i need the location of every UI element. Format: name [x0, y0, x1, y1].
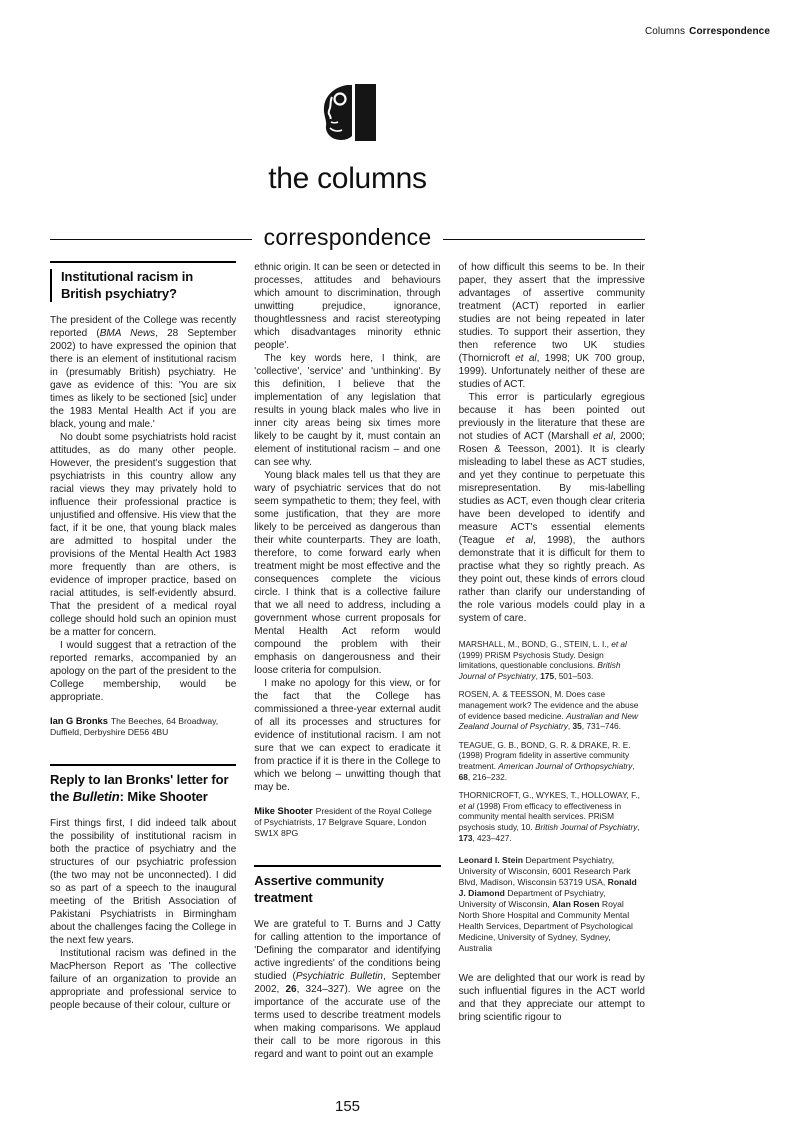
masthead-title: the columns [268, 162, 427, 195]
reference-list [459, 639, 645, 843]
rule-right [443, 239, 645, 240]
letter3-title-block [254, 865, 440, 906]
letter1-title: Institutional racism in British psychiatry? [50, 269, 212, 302]
letter1-signature [50, 716, 236, 738]
letter2-signature [254, 806, 440, 839]
paragraph: of how difficult this seems to be. In their paper, they assert that the impressive advantages of assertive community treatment (ACT) reported in earlier studies are not being repeated in later studies. To support their assertion, they then reference two UK studies (Thornicroft et al, 1998; UK 700 group, 1999). Unfortunately neither of these are studies of ACT. [458, 262, 645, 390]
running-head-section: Columns [644, 26, 686, 37]
column-3 [459, 261, 645, 1024]
signature-name: Mike Shooter [254, 806, 313, 816]
running-head [645, 26, 770, 37]
paragraph: The key words here, I think, are 'collective', 'service' and 'unthinking'. By this definition, I believe that the implementation of any legislation that results in young black males who live in inner city areas being six times more likely to be caught by it, must contain an element of institutional racism – and one can see why. [254, 353, 441, 468]
paragraph: No doubt some psychiatrists hold racist attitudes, as do many other people. However, the president's suggestion that psychiatrists in this country allow any racial views they may privately hold to influence their professional practice is unjustified and offensive. His view that the fact, if it be one, that young black males are admitted to hospital under the provisions of the Mental Health Act 1983 more frequently than are others, is evidence of improper practice, based on racial attitudes, is self-evidently absurd. That the president of a medical royal college should hold such an opinion must be a matter for concern. [50, 432, 237, 638]
page-number: 155 [334, 1098, 361, 1115]
paragraph: I make no apology for this view, or for the fact that the College has commissioned a three-year external audit of all its processes and structures for evidence of institutional racism. I am not sure that we can expect to eradicate it from practice if it is there in the College to which we belong – unwitting though that may be. [254, 678, 441, 793]
reference-item: TEAGUE, G. B., BOND, G. R. & DRAKE, R. E. (1998) Program fidelity in assertive community treatment. American Journal of Orthopsychiatry, 68, 216–232. [458, 739, 635, 782]
column-2 [254, 261, 440, 1061]
paragraph: I would suggest that a retraction of the reported remarks, accompanied by an apology on the part of the president to the College membership, would be appropriate. [50, 640, 237, 703]
paragraph: First things first, I did indeed talk about the possibility of institutional racism in both the practice of psychiatry and the structures of our psychiatric profession (the two may not be unconnected). I did so as part of a speech to the inaugural meeting of the British Association of Pakistani Psychiatrists in Birmingham about the challenges facing the College in the next few years. [50, 818, 237, 946]
letter2-title-block [50, 764, 236, 805]
paragraph: We are grateful to T. Burns and J Catty for calling attention to the importance of 'Defining the comparator and identifying active ingredients' of the conditions being studied (Psychiatric Bulletin, September 2002, 26, 324–327). We agree on the importance of the accurate use of the terms used to describe treatment models when making comparisons. We applaud their call to be more rigorous in this regard and want to point out an example [254, 919, 441, 1060]
rule-left [50, 239, 252, 240]
paragraph: We are delighted that our work is read by such influential figures in the ACT world and that they appreciate our attempt to bring scientific rigour to [458, 973, 645, 1024]
masthead [50, 84, 645, 196]
reference-item: ROSEN, A. & TEESSON, M. Does case management work? The evidence and the abuse of evidence based medicine. Australian and New Zealand Journal of Psychiatry, 35, 731–746. [458, 689, 639, 732]
paragraph: This error is particularly egregious because it has been pointed out previously in the literature that these are not studies of ACT (Marshall et al, 2000; Rosen & Teesson, 2001). It is clearly misleading to label these as ACT studies, and yet they continue to perpetuate this misrepresentation. By mis-labelling studies as ACT, even though clear criteria have been developed to identify and measure ACT's essential elements (Teague et al, 1998), the authors demonstrate that it is difficult for them to practise what they so rightly preach. As they point out, these kinds of errors cloud rather than clarify our understanding of the role various models could play in a system of care. [458, 392, 645, 624]
letter2-title: Reply to Ian Bronks' letter for the Bulletin: Mike Shooter [50, 772, 229, 804]
letter3-signatures: Leonard I. Stein Department Psychiatry, University of Wisconsin, 6001 Research Park Blvd, Madison, Wisconsin 53719 USA, Ronald J. Diamond Department of Psychiatry, University of Wisconsin, Alan Rosen Royal North Shore Hospital and Community Mental Health Services, Department of Psychological Medicine, University of Sydney, Sydney, Australia [458, 855, 637, 954]
paragraph: The president of the College was recently reported (BMA News, 28 September 2002) to have expressed the opinion that there is an element of institutional racism in (presumably British) psychiatry. He gave as evidence of this: 'You are six times as likely to be sectioned [sic] under the 1983 Mental Health Act if you are black, young and male.' [50, 315, 237, 430]
signature-details: President of the Royal College of Psychiatrists, 17 Belgrave Square, London SW1X 8PG [254, 806, 432, 838]
letter3-title: Assertive community treatment [254, 873, 384, 905]
running-head-label: Correspondence [689, 26, 770, 37]
paragraph: Institutional racism was defined in the MacPherson Report as 'The collective failure of an organization to provide an appropriate and professional service to people because of their colour, culture or [50, 948, 237, 1011]
signature-name: Ian G Bronks [50, 716, 108, 726]
reference-item: THORNICROFT, G., WYKES, T., HOLLOWAY, F., et al (1998) From efficacy to effectiveness in community mental health services. PRiSM psychosis study, 10. British Journal of Psychiatry, 173, 423–427. [458, 790, 640, 843]
signature-details: The Beeches, 64 Broadway, Duffield, Derbyshire DE56 4BU [50, 716, 219, 737]
column-1 [50, 261, 236, 1012]
columns-logo-icon [320, 84, 376, 141]
reference-item: MARSHALL, M., BOND, G., STEIN, L. I., et al (1999) PRiSM Psychosis Study. Design limitations, questionable conclusions. British Journal of Psychiatry, 175, 501–503. [458, 639, 627, 681]
letter1-title-block [50, 261, 236, 302]
section-banner [50, 222, 645, 252]
paragraph: Young black males tell us that they are wary of psychiatric services that do not seem sympathetic to them; they feel, with some justification, that they are more likely to be perceived as dangerous than their white counterparts. They are loath, therefore, to come forward early when treatment might be most effective and the consequences complete the vicious circle. I think that is a collective failure that we all need to address, including a government whose current proposals for Mental Health Act reform would compound the problem with their emphasis on dangerousness and their loose criteria for compulsion. [254, 470, 441, 676]
text-columns [50, 261, 645, 1061]
paragraph: ethnic origin. It can be seen or detected in processes, attitudes and behaviours which amount to discrimination, through unwitting prejudice, ignorance, thoughtlessness and racist stereotyping which disadvantages minority ethnic people'. [254, 262, 441, 351]
section-heading: correspondence [263, 223, 432, 250]
